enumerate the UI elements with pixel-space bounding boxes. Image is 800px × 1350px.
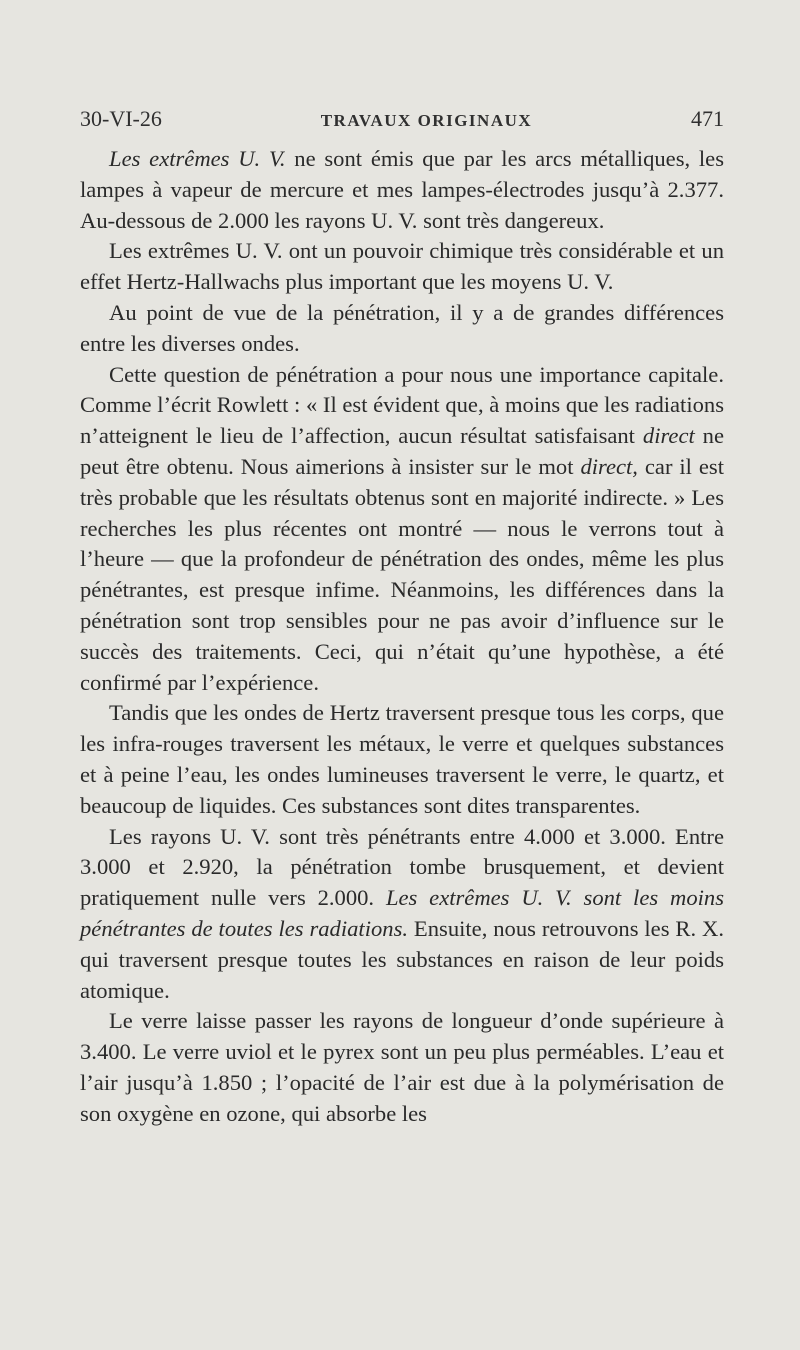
text-run: ne peut être obtenu. Nous aimerions à insister sur le mot	[80, 423, 725, 479]
text-run: Le verre laisse passer les rayons de longueur d’onde supérieure à 3.400. Le verre uviol et le pyrex sont un peu plus perméables. L’eau et l’air jusqu’à 1.850 ; l’opacité de l’air est due à la polymérisation de son oxygène en ozone, qui absorbe les	[80, 1008, 724, 1126]
text-run: Les rayons U. V. sont très pénétrants entre 4.000 et 3.000. Entre 3.000 et 2.920, la pénétration tombe brusquement, et devient pratiquement nulle vers 2.000.	[80, 823, 724, 911]
paragraph-5	[80, 698, 724, 821]
italic-text: direct	[642, 423, 695, 449]
italic-text: Les extrêmes U. V.	[109, 146, 286, 171]
text-run: Cette question de pénétration a pour nous une importance capitale. Comme l’écrit Rowlett : « Il est évident que, à moins que les radiations n’atteignent le lieu de l’affection, aucun résultat satisfaisant	[80, 361, 724, 449]
header-title: TRAVAUX ORIGINAUX	[320, 111, 533, 130]
text-run: ne sont émis que par les arcs métalliques, les lampes à vapeur de mercure et mes lampes-électrodes jusqu’à 2.377. Au-dessous de 2.000 les rayons U. V. sont très dangereux.	[80, 146, 725, 233]
paragraph-2	[80, 236, 724, 298]
italic-text: direct,	[580, 453, 638, 479]
body-text	[80, 144, 724, 1130]
paragraph-6	[80, 822, 724, 1007]
text-run: Au point de vue de la pénétration, il y a de grandes différences entre les diverses ondes.	[80, 299, 724, 356]
header-date: 30-VI-26	[80, 106, 162, 131]
italic-text: Les extrêmes U. V. sont les moins pénétrantes de toutes les radiations.	[80, 885, 724, 941]
text-run: car il est très probable que les résultats obtenus sont en majorité indirecte. » Les recherches les plus récentes ont montré — nous le verrons tout à l’heure — que la profondeur de pénétration des ondes, même les plus pénétrantes, est presque infime. Néanmoins, les différences dans la pénétration sont trop sensibles pour ne pas avoir d’influence sur le succès des traitements. Ceci, qui n’était qu’une hypothèse, a été confirmé par l’expérience.	[80, 453, 724, 695]
text-run: Ensuite, nous retrouvons les R. X. qui traversent presque toutes les substances en raison de leur poids atomique.	[80, 915, 725, 1003]
running-header	[80, 106, 724, 132]
paragraph-7	[80, 1006, 724, 1129]
paragraph-1	[80, 144, 724, 236]
text-run: Les extrêmes U. V. ont un pouvoir chimique très considérable et un effet Hertz-Hallwachs plus important que les moyens U. V.	[80, 238, 724, 295]
text-run: Tandis que les ondes de Hertz traversent presque tous les corps, que les infra-rouges traversent les métaux, le verre et quelques substances et à peine l’eau, les ondes lumineuses traversent le verre, le quartz, et beaucoup de liquides. Ces substances sont dites transparentes.	[80, 700, 724, 818]
paragraph-4	[80, 360, 724, 699]
page-number: 471	[691, 106, 724, 131]
paragraph-3	[80, 298, 724, 360]
